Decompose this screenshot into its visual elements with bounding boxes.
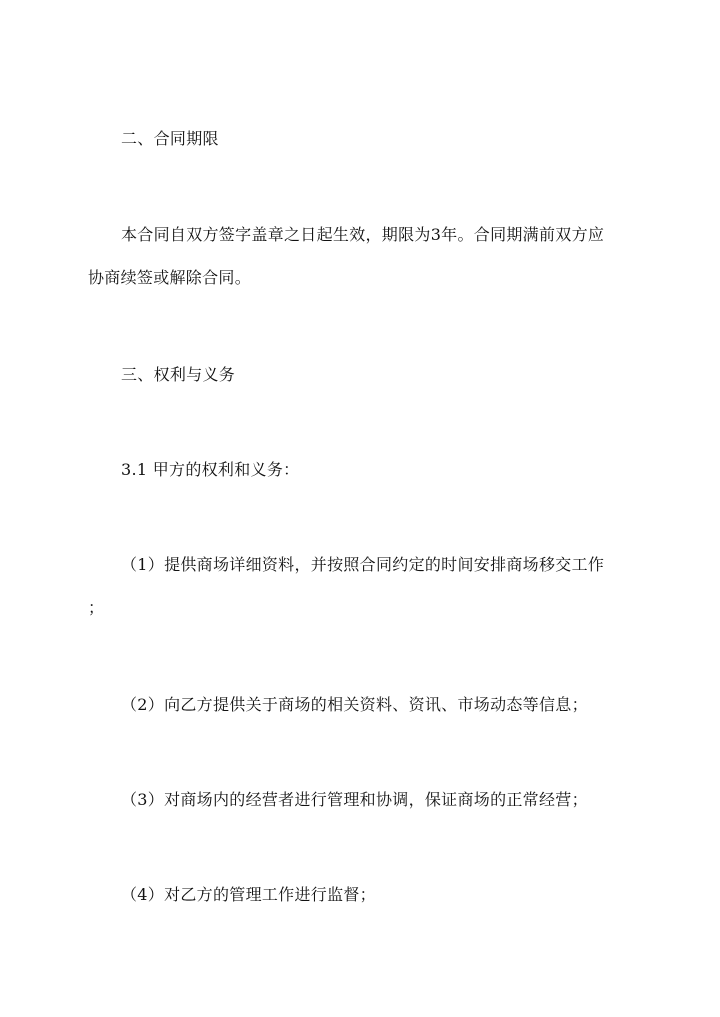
list-item-2: （2）向乙方提供关于商场的相关资料、资讯、市场动态等信息；	[121, 695, 588, 714]
list-item-1-line2: ；	[88, 598, 105, 617]
section-heading-contract-term: 二、合同期限	[121, 129, 219, 148]
list-item-1-line1: （1）提供商场详细资料，并按照合同约定的时间安排商场移交工作	[121, 555, 605, 574]
list-item-3: （3）对商场内的经营者进行管理和协调，保证商场的正常经营；	[121, 790, 588, 809]
paragraph-contract-term-line2: 协商续签或解除合同。	[88, 268, 252, 287]
paragraph-contract-term-line1: 本合同自双方签字盖章之日起生效，期限为3年。合同期满前双方应	[121, 225, 605, 244]
clause-heading-party-a: 3.1 甲方的权利和义务：	[121, 460, 300, 479]
list-item-4: （4）对乙方的管理工作进行监督；	[121, 885, 376, 904]
section-heading-rights-obligations: 三、权利与义务	[121, 365, 236, 384]
